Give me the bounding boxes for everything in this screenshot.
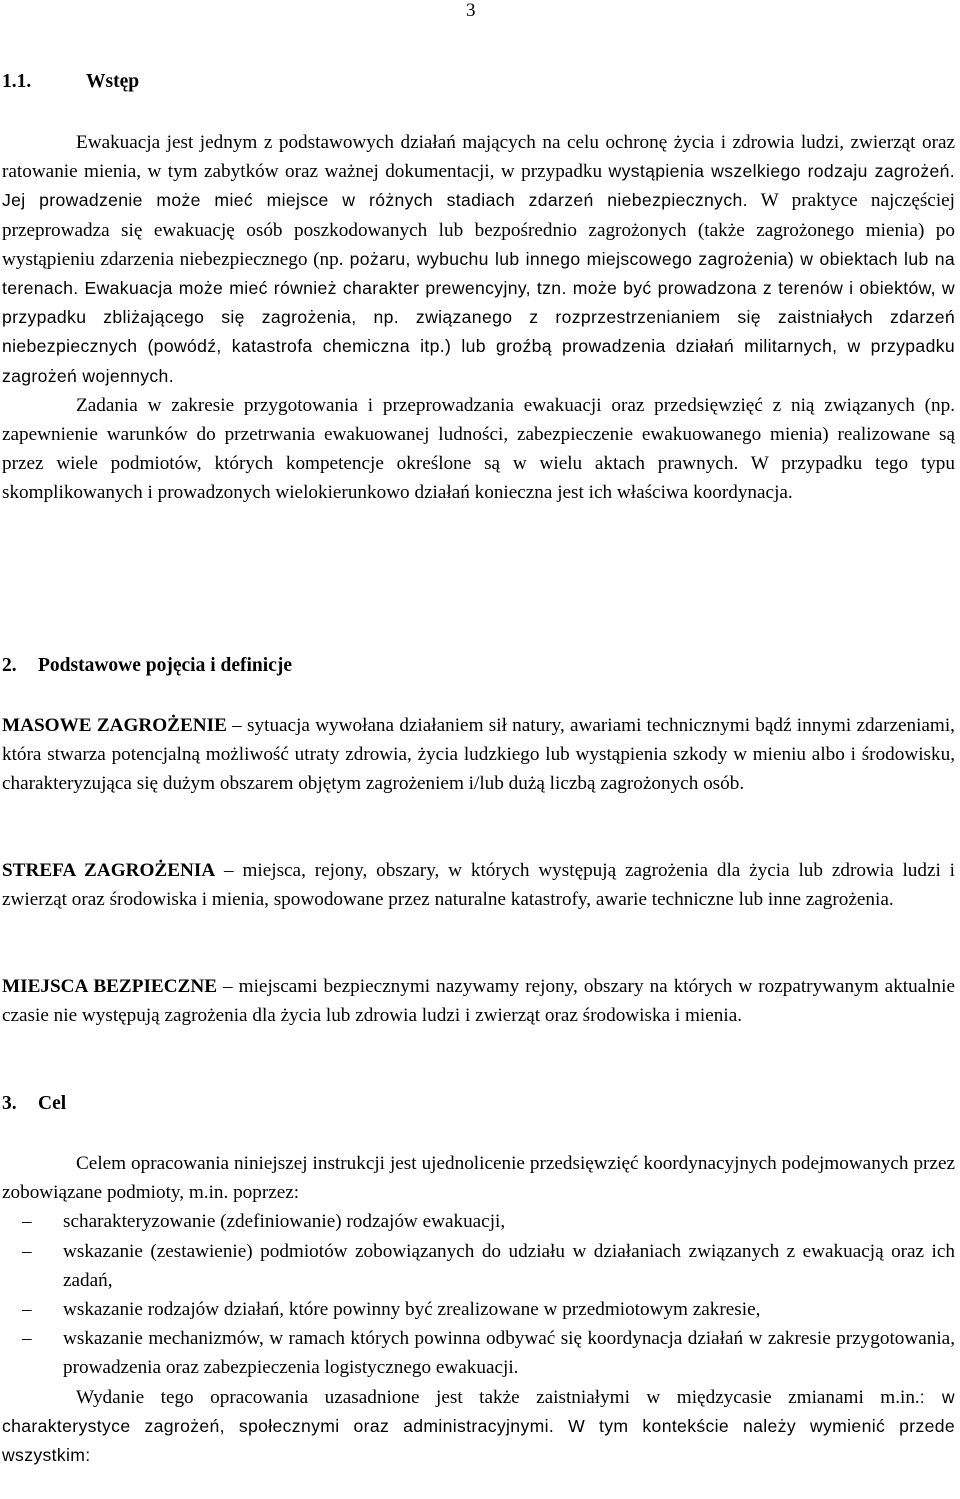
section-heading-3	[2, 1091, 66, 1117]
definition-miejsca-bezpieczne	[2, 972, 955, 1030]
section-title: Cel	[38, 1093, 67, 1114]
goal-outro-part-b: : w charakterystyce zagrożeń, społecznymi oraz administracyjnymi. W tym kontekście należy wymienić przede wszystkim:	[2, 1386, 955, 1466]
intro-block	[2, 128, 955, 508]
list-item: – wskazanie rodzajów działań, które powinny być zrealizowane w przedmiotowym zakresie,	[2, 1295, 955, 1324]
goal-outro	[2, 1383, 955, 1471]
section-number: 3.	[2, 1093, 17, 1114]
section-number: 2.	[2, 655, 17, 676]
intro-p1-part-a: Ewakuacja jest jednym z podstawowych działań mających na celu ochronę życia i zdrowia ludzi, zwierząt oraz ratowanie mienia, w tym zabytków oraz ważnej dokumentacji, w przypadku	[2, 132, 955, 183]
definition-strefa-zagrozenia	[2, 856, 955, 914]
definition-masowe-zagrozenie	[2, 711, 955, 799]
section-title: Wstęp	[86, 71, 140, 92]
definition-text: – miejscami bezpiecznymi nazywamy rejony, obszary na których w rozpatrywanym aktualnie czasie nie występują zagrożenia dla życia lub zdrowia ludzi i zwierząt oraz środowiska i mienia.	[2, 976, 956, 1027]
intro-paragraph-1	[2, 128, 955, 391]
intro-p1-part-c: W praktyce najczęściej przeprowadza się ewakuację osób poszkodowanych lub bezpośrednio zagrożonych (także zagrożonego mienia) po wystąpieniu zdarzenia niebezpiecznego (np.	[2, 190, 955, 270]
goal-block	[2, 1149, 955, 1470]
intro-p1-part-b: wystąpienia wszelkiego rodzaju zagrożeń. Jej prowadzenie może mieć miejsce w różnych stadiach zdarzeń niebezpiecznych.	[2, 161, 955, 211]
intro-p1-part-d: pożaru, wybuchu lub innego miejscowego zagrożenia) w obiektach lub na terenach. Ewakuacja może mieć również charakter prewencyjny, tzn. może być prowadzona z terenów i obiektów, w przypadku zbliżającego się zagrożenia, np. związanego z rozprzestrzenianiem się zaistniałych zdarzeń niebezpiecznych (powódź, katastrofa chemiczna itp.) lub groźbą prowadzenia działań militarnych, w przypadku zagrożeń wojennych.	[2, 248, 955, 386]
section-number: 1.1.	[2, 71, 32, 92]
definition-text: – miejsca, rejony, obszary, w których występują zagrożenia dla życia lub zdrowia ludzi i zwierząt oraz środowiska i mienia, spowodowane przez naturalne katastrofy, awarie techniczne lub inne zagrożenia.	[2, 860, 956, 911]
goal-intro: Celem opracowania niniejszej instrukcji jest ujednolicenie przedsięwzięć koordynacyjnych podejmowanych przez zobowiązane podmioty, m.in. poprzez:	[2, 1153, 955, 1204]
page-number: 3	[466, 0, 476, 21]
definition-term: MIEJSCA BEZPIECZNE	[2, 976, 218, 997]
definition-term: STREFA ZAGROŻENIA	[2, 860, 216, 881]
list-item: – wskazanie mechanizmów, w ramach których powinna odbywać się koordynacja działań w zakresie przygotowania, prowadzenia oraz zabezpieczenia logistycznego ewakuacji.	[2, 1324, 955, 1382]
section-title: Podstawowe pojęcia i definicje	[38, 655, 292, 676]
goal-outro-part-a: Wydanie tego opracowania uzasadnione jest także zaistniałymi w międzycasie zmianami m.in.	[76, 1386, 920, 1408]
list-item: – wskazanie (zestawienie) podmiotów zobowiązanych do udziału w działaniach związanych z ewakuacją oraz ich zadań,	[2, 1237, 955, 1295]
list-item: – scharakteryzowanie (zdefiniowanie) rodzajów ewakuacji,	[2, 1207, 955, 1236]
intro-paragraph-2: Zadania w zakresie przygotowania i przeprowadzania ewakuacji oraz przedsięwzięć z nią związanych (np. zapewnienie warunków do przetrwania ewakuowanej ludności, zabezpieczenie ewakuowanego mienia) realizowane są przez wiele podmiotów, których kompetencje określone są w wielu aktach prawnych. W przypadku tego typu skomplikowanych i prowadzonych wielokierunkowo działań konieczna jest ich właściwa koordynacja.	[2, 394, 955, 504]
goal-list	[2, 1207, 955, 1382]
section-heading-1-1	[2, 69, 139, 95]
definition-term: MASOWE ZAGROŻENIE	[2, 715, 227, 736]
definition-text: – sytuacja wywołana działaniem sił natury, awariami technicznymi bądź innymi zdarzeniami, która stwarza potencjalną możliwość utraty zdrowia, życia ludzkiego lub wystąpienia szkody w mieniu albo i środowisku, charakteryzująca się dużym obszarem objętym zagrożeniem i/lub dużą liczbą zagrożonych osób.	[2, 715, 955, 795]
section-heading-2	[2, 653, 292, 679]
